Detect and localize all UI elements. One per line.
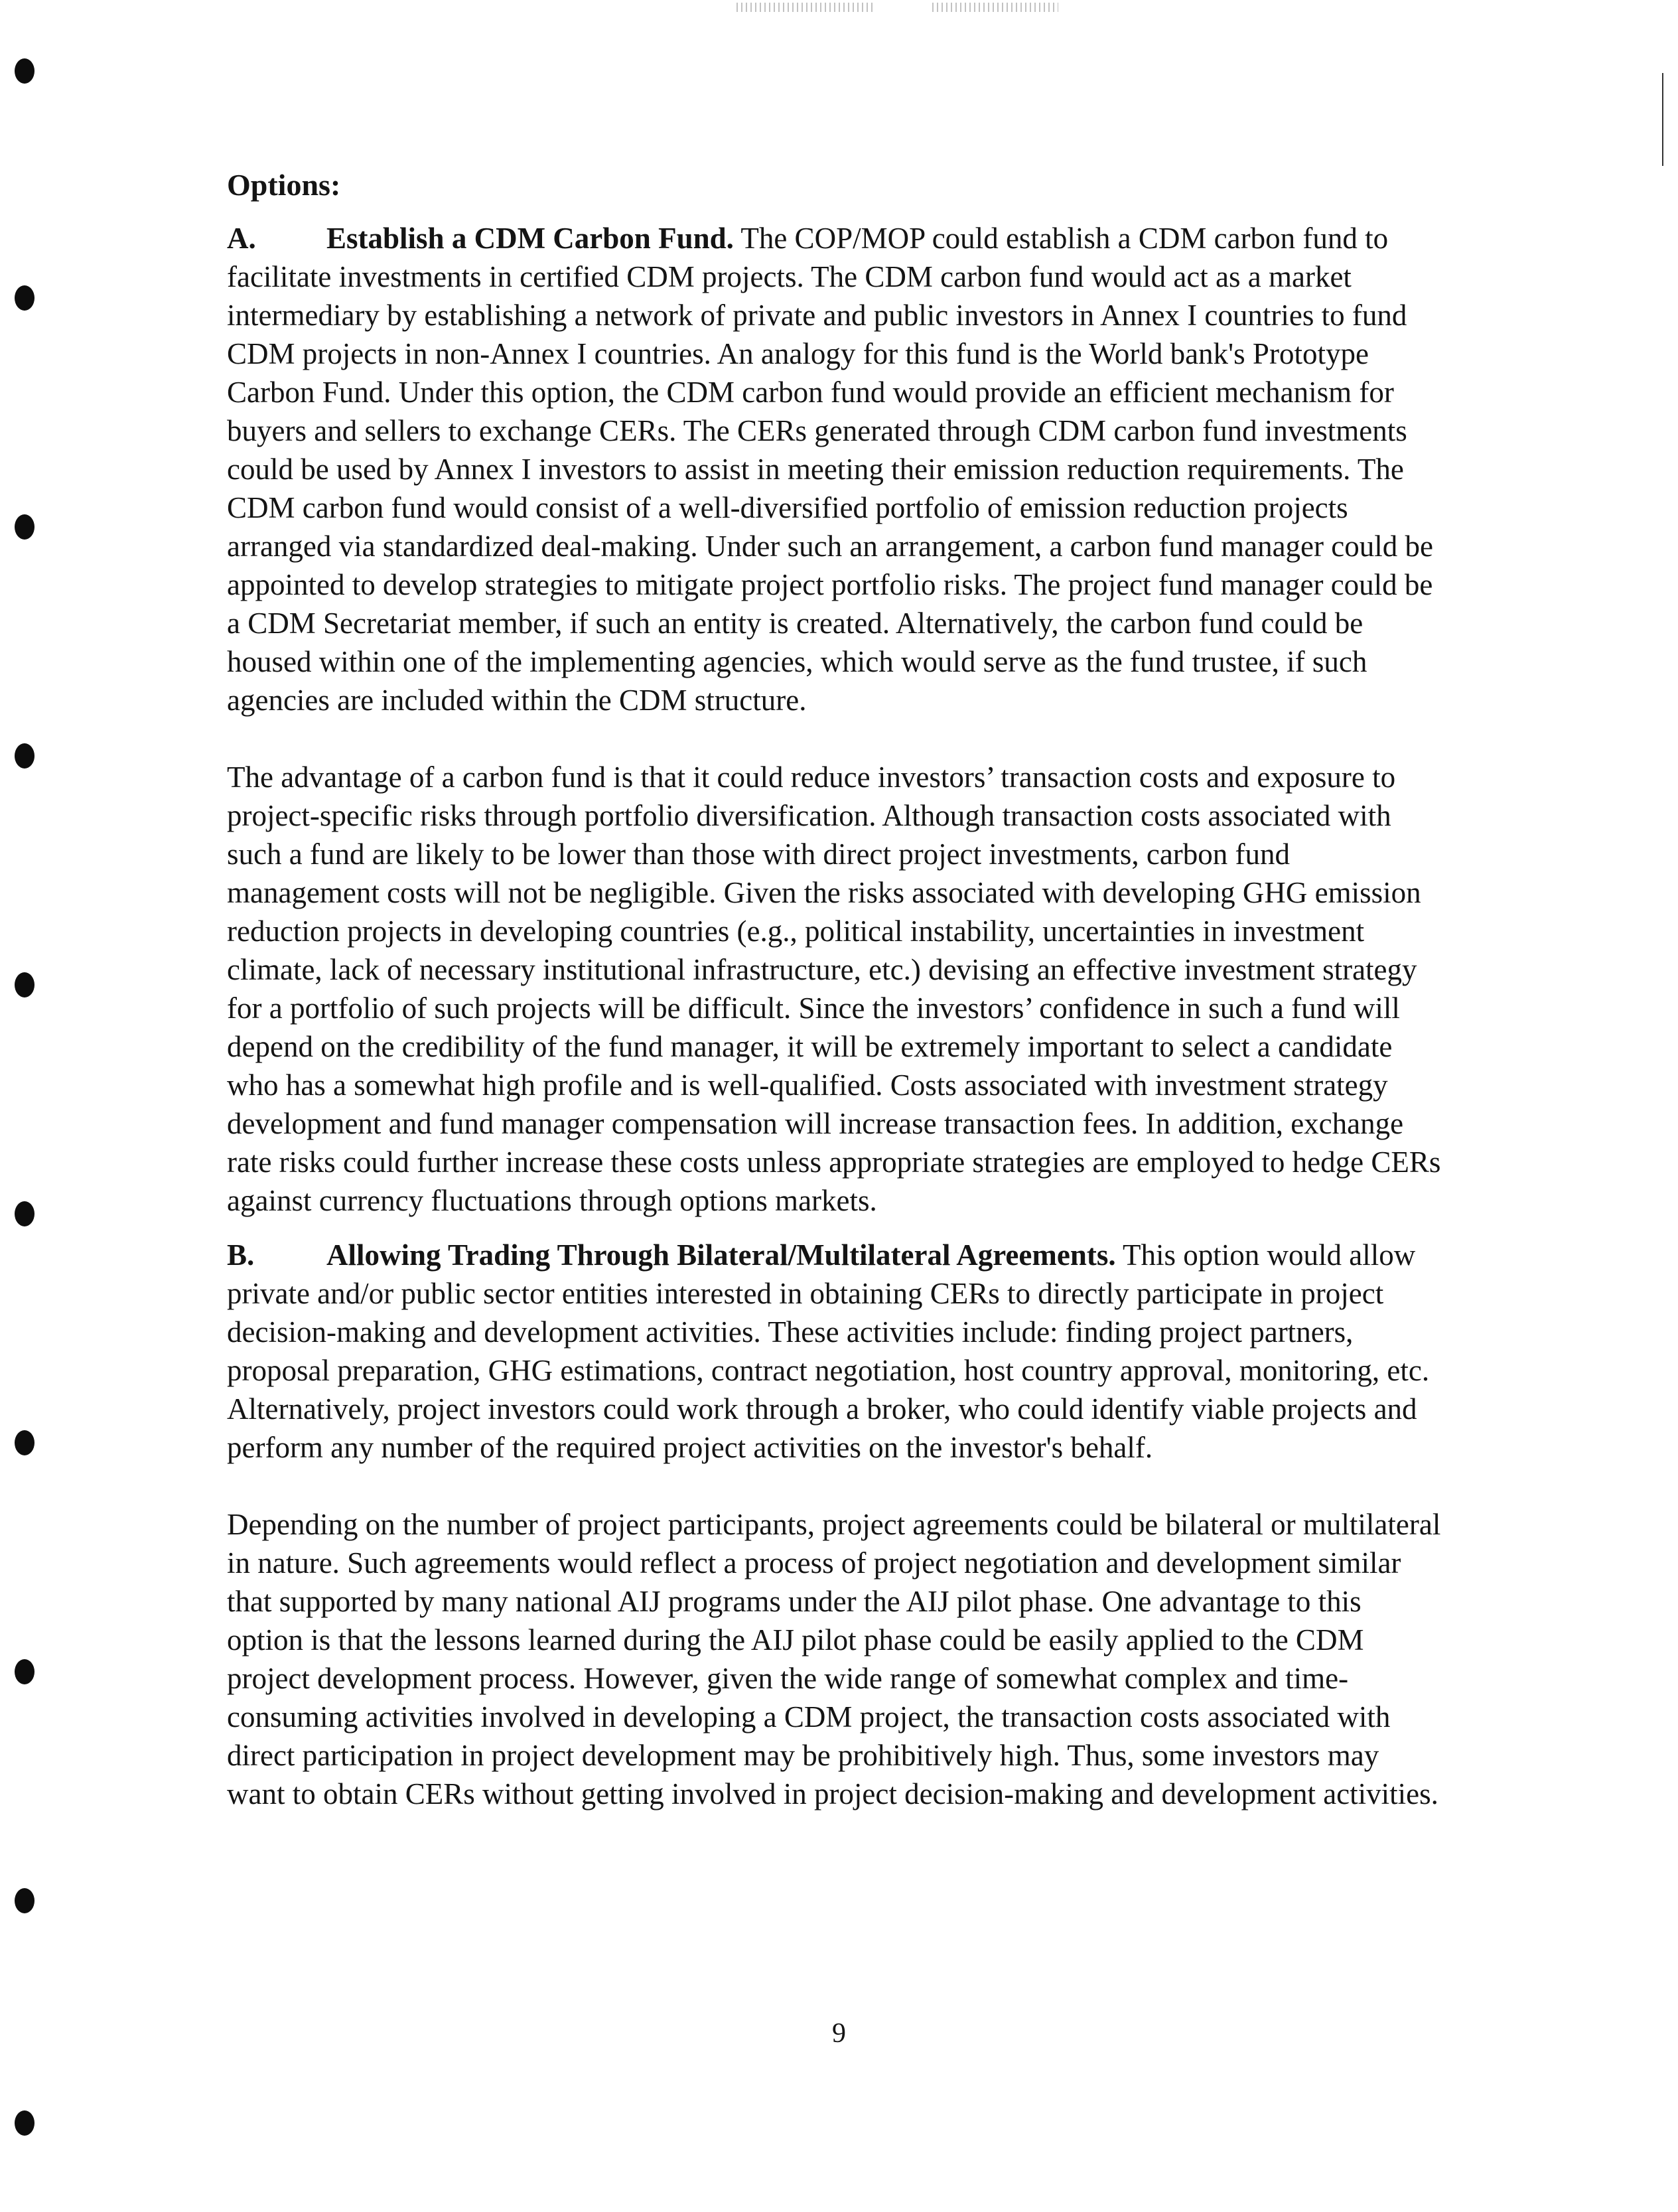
option-b-paragraph bbox=[227, 1236, 1441, 1467]
option-b-text: This option would allow private and/or public sector entities interested in obtaining CERs to directly participate in project decision-making and development activities. These activities include: finding project partners, proposal preparation, GHG estimations, contract negotiation, host country approval, monitoring, etc. Alternatively, project investors could work through a broker, who could identify viable projects and perform any number of the required project activities on the investor's behalf. bbox=[227, 1238, 1430, 1464]
options-heading: Options: bbox=[227, 168, 341, 202]
option-a-letter: A. bbox=[227, 222, 256, 255]
page-edge-mark bbox=[1662, 73, 1663, 166]
binder-hole bbox=[15, 514, 35, 540]
binder-hole bbox=[15, 743, 35, 769]
option-b-title: Allowing Trading Through Bilateral/Multilateral Agreements. bbox=[326, 1238, 1116, 1272]
page-number: 9 bbox=[832, 2018, 846, 2049]
option-a-paragraph bbox=[227, 219, 1441, 719]
binder-hole bbox=[15, 2110, 35, 2136]
binder-hole bbox=[15, 1201, 35, 1226]
binder-hole bbox=[15, 285, 35, 311]
option-b-agreements-paragraph: Depending on the number of project participants, project agreements could be bilateral or multilateral in nature. Such agreements would reflect a process of project negotiation and development similar that supported by many national AIJ programs under the AIJ pilot phase. One advantage to this option is that the lessons learned during the AIJ pilot phase could be easily applied to the CDM project development process. However, given the wide range of somewhat complex and time-consuming activities involved in developing a CDM project, the transaction costs associated with direct participation in project development may be prohibitively high. Thus, some investors may want to obtain CERs without getting involved in project decision-making and development activities. bbox=[227, 1508, 1441, 1810]
binder-hole bbox=[15, 1888, 35, 1913]
binder-hole bbox=[15, 972, 35, 997]
binder-hole bbox=[15, 1659, 35, 1684]
option-b-letter: B. bbox=[227, 1238, 255, 1272]
document-body bbox=[227, 166, 1441, 1813]
option-a-title: Establish a CDM Carbon Fund. bbox=[326, 222, 734, 255]
binder-hole bbox=[15, 58, 35, 84]
scan-noise-left bbox=[736, 3, 876, 12]
option-a-advantages-paragraph: The advantage of a carbon fund is that it could reduce investors’ transaction costs and exposure to project-specific risks through portfolio diversification. Although transaction costs associated with such a fund are likely to be lower than those with direct project investments, carbon fund management costs will not be negligible. Given the risks associated with developing GHG emission reduction projects in developing countries (e.g., political instability, uncertainties in investment climate, lack of necessary institutional infrastructure, etc.) devising an effective investment strategy for a portfolio of such projects will be difficult. Since the investors’ confidence in such a fund will depend on the credibility of the fund manager, it will be extremely important to select a candidate who has a somewhat high profile and is well-qualified. Costs associated with investment strategy development and fund manager compensation will increase transaction fees. In addition, exchange rate risks could further increase these costs unless appropriate strategies are employed to hedge CERs against currency fluctuations through options markets. bbox=[227, 761, 1441, 1217]
option-a-text: The COP/MOP could establish a CDM carbon fund to facilitate investments in certified CDM projects. The CDM carbon fund would act as a market intermediary by establishing a network of private and public investors in Annex I countries to fund CDM projects in non-Annex I countries. An analogy for this fund is the World bank's Prototype Carbon Fund. Under this option, the CDM carbon fund would provide an efficient mechanism for buyers and sellers to exchange CERs. The CERs generated through CDM carbon fund investments could be used by Annex I investors to assist in meeting their emission reduction requirements. The CDM carbon fund would consist of a well-diversified portfolio of emission reduction projects arranged via standardized deal-making. Under such an arrangement, a carbon fund manager could be appointed to develop strategies to mitigate project portfolio risks. The project fund manager could be a CDM Secretariat member, if such an entity is created. Alternatively, the carbon fund could be housed within one of the implementing agencies, which would serve as the fund trustee, if such agencies are included within the CDM structure. bbox=[227, 222, 1433, 717]
scan-noise-right bbox=[932, 3, 1058, 12]
binder-hole bbox=[15, 1430, 35, 1455]
